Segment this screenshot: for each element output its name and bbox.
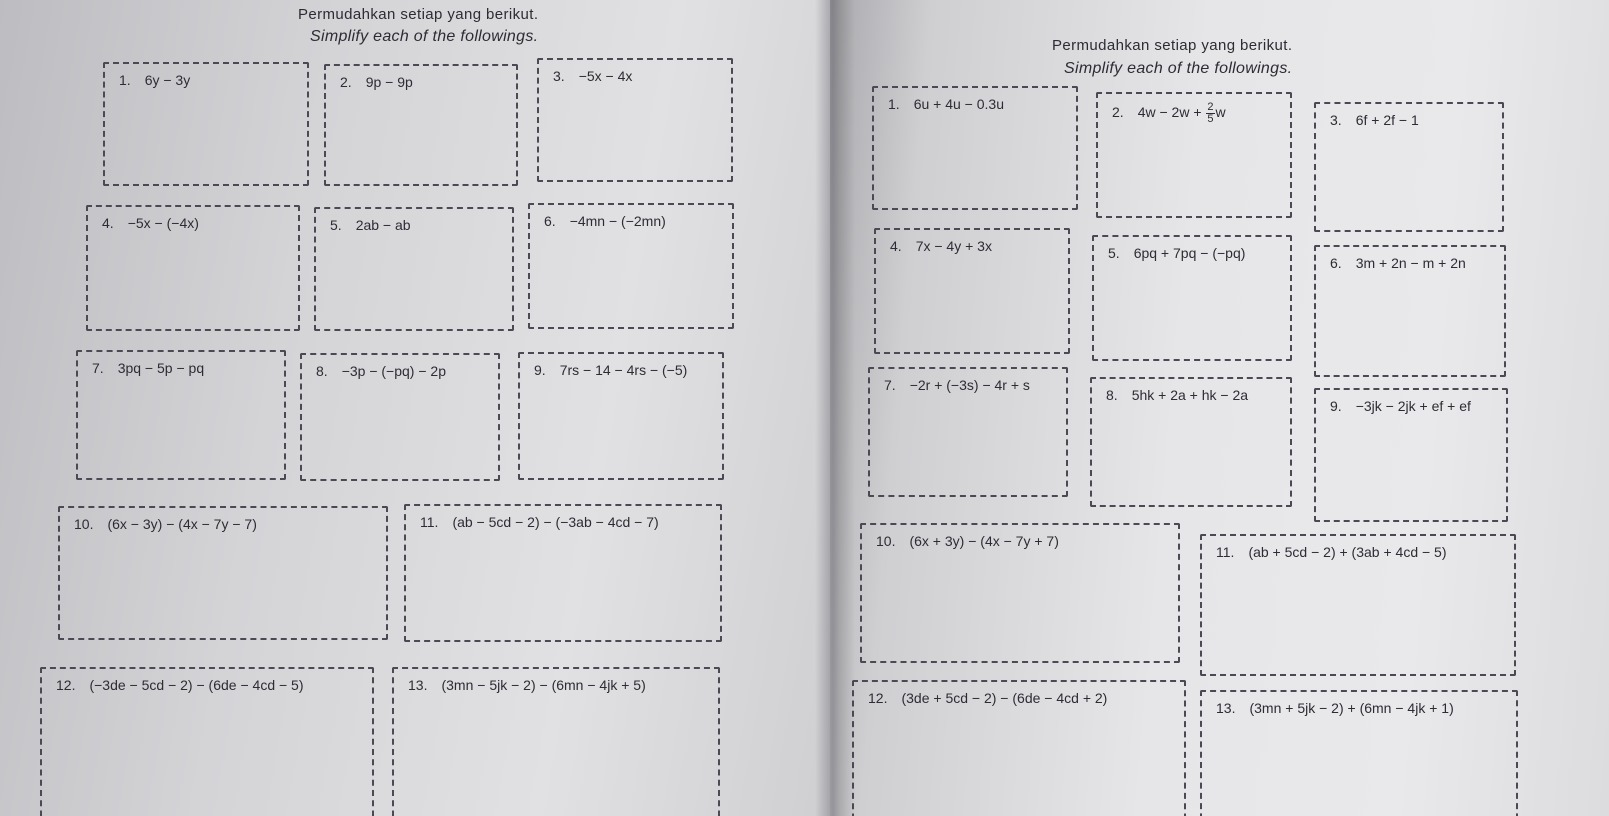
question-expression: (3mn + 5jk − 2) + (6mn − 4jk + 1) [1249,700,1454,716]
question-box-6 [1314,245,1506,377]
left-subtitle: Simplify each of the followings. [310,28,539,45]
question-box-8 [1090,377,1292,507]
question-box-8 [300,353,500,481]
question-expression: −2r + (−3s) − 4r + s [909,377,1030,393]
question-number: 9. [534,362,546,378]
question-number: 11. [1216,544,1235,560]
question-expression: 7rs − 14 − 4rs − (−5) [559,362,688,378]
question-box-7 [868,367,1068,497]
question-box-4 [86,205,300,331]
question-number: 7. [92,360,104,376]
right-subtitle: Simplify each of the followings. [1064,60,1293,77]
question-box-4 [874,228,1070,354]
left-title: Permudahkan setiap yang berikut. [298,6,539,23]
question-number: 11. [420,514,439,530]
question-number: 12. [56,677,76,693]
question-box-1 [872,86,1078,210]
question-number: 8. [316,363,328,379]
question-expression: (ab + 5cd − 2) + (3ab + 4cd − 5) [1248,544,1447,560]
question-box-13 [1200,690,1518,816]
question-number: 9. [1330,398,1342,414]
question-number: 1. [119,72,131,88]
question-box-12 [40,667,374,816]
question-number: 6. [544,213,556,229]
question-expression: 3m + 2n − m + 2n [1355,255,1466,271]
book-spine-shadow [815,0,855,816]
question-number: 4. [890,238,902,254]
question-expression: −3jk − 2jk + ef + ef [1355,398,1471,414]
question-box-9 [1314,388,1508,522]
question-number: 2. [340,74,352,90]
question-box-11 [404,504,722,642]
question-expression: (−3de − 5cd − 2) − (6de − 4cd − 5) [89,677,304,693]
question-expression: 6pq + 7pq − (−pq) [1133,245,1246,261]
question-number: 3. [1330,112,1342,128]
question-number: 13. [408,677,428,693]
question-number: 8. [1106,387,1118,403]
question-expression: (ab − 5cd − 2) − (−3ab − 4cd − 7) [452,514,659,530]
question-expression: (6x − 3y) − (4x − 7y − 7) [107,516,257,532]
question-box-11 [1200,534,1516,676]
question-number: 2. [1112,104,1124,121]
question-number: 3. [553,68,565,84]
question-expression: 2ab − ab [355,217,411,233]
question-box-10 [860,523,1180,663]
question-box-5 [314,207,514,331]
question-number: 6. [1330,255,1342,271]
question-box-3 [1314,102,1504,232]
question-box-1 [103,62,309,186]
fraction-numerator: 2 [1207,101,1214,113]
question-box-2 [1096,92,1292,218]
question-number: 5. [1108,245,1120,261]
question-number: 12. [868,690,888,706]
question-expression: (6x + 3y) − (4x − 7y + 7) [909,533,1059,549]
question-box-3 [537,58,733,182]
worksheet-right-page [830,0,1609,816]
question-expression-part-b: w [1215,104,1226,121]
question-expression: −4mn − (−2mn) [569,213,666,229]
fraction-denominator: 5 [1207,113,1214,125]
question-number: 10. [876,533,896,549]
question-expression: 6u + 4u − 0.3u [913,96,1004,112]
question-number: 10. [74,516,94,532]
question-box-5 [1092,235,1292,361]
question-box-2 [324,64,518,186]
question-expression-part-a: 4w − 2w + [1137,104,1202,121]
question-expression: −5x − (−4x) [127,215,199,231]
question-expression: (3mn − 5jk − 2) − (6mn − 4jk + 5) [441,677,646,693]
question-number: 5. [330,217,342,233]
question-expression: 6f + 2f − 1 [1355,112,1419,128]
question-box-12 [852,680,1186,816]
question-expression: −3p − (−pq) − 2p [341,363,446,379]
question-box-6 [528,203,734,329]
fraction [1206,102,1214,125]
question-number: 1. [888,96,900,112]
question-box-9 [518,352,724,480]
question-box-10 [58,506,388,640]
question-expression: (3de + 5cd − 2) − (6de − 4cd + 2) [901,690,1108,706]
question-number: 7. [884,377,896,393]
question-box-7 [76,350,286,480]
question-expression: 9p − 9p [365,74,413,90]
question-expression: 5hk + 2a + hk − 2a [1131,387,1249,403]
right-title: Permudahkan setiap yang berikut. [1052,37,1293,54]
question-expression: 3pq − 5p − pq [117,360,205,376]
question-box-13 [392,667,720,816]
question-expression: −5x − 4x [578,68,633,84]
question-number: 4. [102,215,114,231]
question-number: 13. [1216,700,1236,716]
question-expression: 6y − 3y [144,72,191,88]
question-expression: 7x − 4y + 3x [915,238,992,254]
